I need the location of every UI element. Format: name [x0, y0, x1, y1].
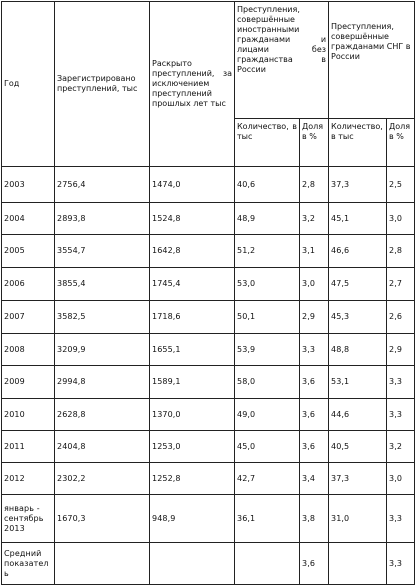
cell-cis-count: 47,5	[329, 268, 387, 301]
table-row	[2, 543, 415, 585]
cell-cis-share: 2,5	[387, 167, 415, 203]
cell-cis-count: 31,0	[329, 495, 387, 543]
cell-foreign-count: 48,9	[235, 203, 300, 235]
header-solved: Раскрыто преступлений, за исключением преступлений прошлых лет тыс	[150, 2, 235, 167]
cell-year: 2008	[2, 334, 55, 366]
cell-cis-share: 2,6	[387, 301, 415, 334]
cell-year: Средний показатель	[2, 543, 55, 585]
table-row	[2, 235, 415, 268]
cell-cis-count	[329, 543, 387, 585]
subheader-foreign-count: Количество, в тыс	[235, 119, 300, 167]
cell-registered: 2994,8	[55, 366, 150, 399]
cell-foreign-count: 49,0	[235, 399, 300, 431]
cell-foreign-share: 3,4	[300, 463, 329, 495]
cell-registered: 2404,8	[55, 431, 150, 463]
cell-foreign-count: 42,7	[235, 463, 300, 495]
table-row	[2, 203, 415, 235]
cell-registered	[55, 543, 150, 585]
cell-cis-share: 3,0	[387, 463, 415, 495]
subheader-cis-share: Доля в %	[387, 119, 415, 167]
cell-solved: 1474,0	[150, 167, 235, 203]
subheader-cis-count: Количество, в тыс	[329, 119, 387, 167]
cell-foreign-share: 3,6	[300, 543, 329, 585]
cell-foreign-share: 2,9	[300, 301, 329, 334]
cell-foreign-share: 2,8	[300, 167, 329, 203]
cell-cis-count: 48,8	[329, 334, 387, 366]
cell-year: 2005	[2, 235, 55, 268]
cell-year: январь - сентябрь 2013	[2, 495, 55, 543]
cell-foreign-count: 51,2	[235, 235, 300, 268]
cell-year: 2012	[2, 463, 55, 495]
cell-cis-count: 53,1	[329, 366, 387, 399]
cell-foreign-count	[235, 543, 300, 585]
cell-cis-count: 37,3	[329, 167, 387, 203]
cell-cis-count: 46,6	[329, 235, 387, 268]
cell-foreign-count: 36,1	[235, 495, 300, 543]
cell-foreign-share: 3,6	[300, 399, 329, 431]
table-row	[2, 463, 415, 495]
header-year: Год	[2, 2, 55, 167]
cell-foreign-count: 58,0	[235, 366, 300, 399]
cell-solved: 1589,1	[150, 366, 235, 399]
cell-cis-count: 37,3	[329, 463, 387, 495]
table-row	[2, 495, 415, 543]
cell-year: 2004	[2, 203, 55, 235]
cell-foreign-count: 53,9	[235, 334, 300, 366]
cell-registered: 2756,4	[55, 167, 150, 203]
cell-registered: 3582,5	[55, 301, 150, 334]
cell-registered: 2628,8	[55, 399, 150, 431]
cell-solved: 1252,8	[150, 463, 235, 495]
cell-solved: 1745,4	[150, 268, 235, 301]
cell-foreign-share: 3,2	[300, 203, 329, 235]
cell-solved: 1655,1	[150, 334, 235, 366]
cell-solved: 1642,8	[150, 235, 235, 268]
cell-registered: 3209,9	[55, 334, 150, 366]
cell-cis-share: 2,9	[387, 334, 415, 366]
cell-registered: 1670,3	[55, 495, 150, 543]
table-row	[2, 366, 415, 399]
cell-year: 2011	[2, 431, 55, 463]
cell-cis-share: 3,3	[387, 366, 415, 399]
header-cis: Преступления, совершённые гражданами СНГ в России	[329, 2, 415, 119]
cell-foreign-count: 53,0	[235, 268, 300, 301]
cell-foreign-share: 3,3	[300, 334, 329, 366]
cell-solved: 1253,0	[150, 431, 235, 463]
cell-foreign-count: 50,1	[235, 301, 300, 334]
cell-foreign-share: 3,6	[300, 431, 329, 463]
cell-year: 2007	[2, 301, 55, 334]
cell-cis-share: 2,7	[387, 268, 415, 301]
cell-cis-share: 2,8	[387, 235, 415, 268]
cell-solved	[150, 543, 235, 585]
cell-solved: 1718,6	[150, 301, 235, 334]
cell-foreign-share: 3,6	[300, 366, 329, 399]
table-row	[2, 301, 415, 334]
cell-year: 2006	[2, 268, 55, 301]
cell-year: 2003	[2, 167, 55, 203]
table-row	[2, 399, 415, 431]
header-row	[2, 2, 415, 119]
cell-foreign-share: 3,1	[300, 235, 329, 268]
cell-foreign-count: 40,6	[235, 167, 300, 203]
cell-cis-share: 3,3	[387, 399, 415, 431]
cell-year: 2009	[2, 366, 55, 399]
cell-registered: 2302,2	[55, 463, 150, 495]
cell-cis-share: 3,0	[387, 203, 415, 235]
crime-statistics-table	[1, 1, 415, 585]
cell-cis-count: 45,1	[329, 203, 387, 235]
table-row	[2, 431, 415, 463]
cell-foreign-count: 45,0	[235, 431, 300, 463]
cell-solved: 948,9	[150, 495, 235, 543]
cell-year: 2010	[2, 399, 55, 431]
cell-solved: 1524,8	[150, 203, 235, 235]
header-registered: Зарегистрировано преступлений, тыс	[55, 2, 150, 167]
cell-registered: 3855,4	[55, 268, 150, 301]
cell-cis-share: 3,3	[387, 543, 415, 585]
table-row	[2, 334, 415, 366]
subheader-foreign-share: Доля в %	[300, 119, 329, 167]
cell-cis-share: 3,2	[387, 431, 415, 463]
cell-registered: 2893,8	[55, 203, 150, 235]
cell-foreign-share: 3,8	[300, 495, 329, 543]
header-foreign: Преступления, совершённые иностранными гражданами и лицами без гражданства в России	[235, 2, 329, 119]
table-row	[2, 167, 415, 203]
cell-cis-count: 44,6	[329, 399, 387, 431]
cell-solved: 1370,0	[150, 399, 235, 431]
cell-cis-share: 3,3	[387, 495, 415, 543]
table-row	[2, 268, 415, 301]
cell-cis-count: 45,3	[329, 301, 387, 334]
cell-registered: 3554,7	[55, 235, 150, 268]
cell-cis-count: 40,5	[329, 431, 387, 463]
cell-foreign-share: 3,0	[300, 268, 329, 301]
